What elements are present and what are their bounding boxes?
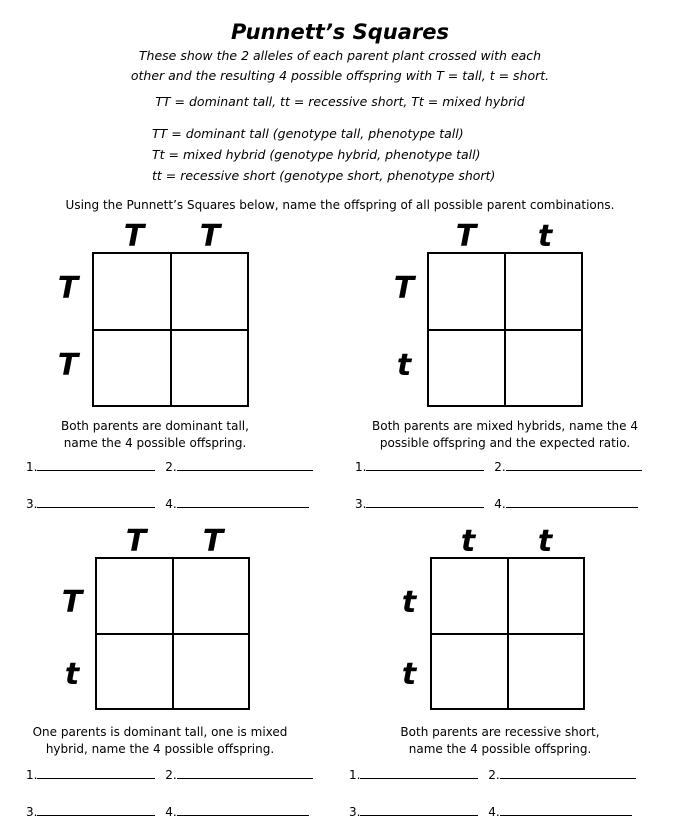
answer-blank-4[interactable] <box>500 803 632 816</box>
left-allele-2: t <box>64 657 80 692</box>
answer-blank-1[interactable] <box>37 766 155 779</box>
top-allele-2: T <box>199 219 221 254</box>
page-title: Punnett’s Squares <box>231 20 449 44</box>
answer-blank-1[interactable] <box>37 458 155 471</box>
answer-label-3: 3. <box>355 497 367 511</box>
square-grid <box>430 557 585 710</box>
caption-line-1: Both parents are dominant tall, <box>61 419 249 433</box>
left-allele-2: t <box>401 657 417 692</box>
top-allele-2: t <box>537 219 553 254</box>
answer-blank-2[interactable] <box>177 458 313 471</box>
left-allele-1: T <box>393 271 415 306</box>
square-grid <box>427 252 583 407</box>
top-allele-1: T <box>455 219 477 254</box>
answer-blank-2[interactable] <box>177 766 313 779</box>
caption-line-2: name the 4 possible offspring. <box>408 742 592 756</box>
left-allele-2: T <box>57 348 79 383</box>
definition-tt-recessive: tt = recessive short (genotype short, phenotype short) <box>152 168 496 183</box>
answer-blank-3[interactable] <box>37 495 155 508</box>
caption-line-1: Both parents are recessive short, <box>400 725 600 739</box>
definition-tt-hybrid: Tt = mixed hybrid (genotype hybrid, phenotype tall) <box>152 147 481 162</box>
answer-blank-4[interactable] <box>506 495 638 508</box>
top-allele-1: t <box>460 524 476 559</box>
answer-blank-4[interactable] <box>177 495 309 508</box>
square-grid <box>92 252 249 407</box>
answer-label-3: 3. <box>26 805 38 819</box>
answer-label-4: 4. <box>165 805 177 819</box>
left-allele-2: t <box>396 348 412 383</box>
answer-blank-1[interactable] <box>360 766 478 779</box>
answer-label-2: 2. <box>488 768 500 782</box>
answer-label-4: 4. <box>165 497 177 511</box>
caption-line-2: hybrid, name the 4 possible offspring. <box>45 742 275 756</box>
answer-blank-3[interactable] <box>37 803 155 816</box>
definition-tt-dominant: TT = dominant tall (genotype tall, phenotype tall) <box>152 126 464 141</box>
top-allele-2: t <box>537 524 553 559</box>
answer-blank-4[interactable] <box>177 803 309 816</box>
top-allele-2: T <box>202 524 224 559</box>
caption-line-2: possible offspring and the expected ratio. <box>379 436 631 450</box>
answer-label-3: 3. <box>349 805 361 819</box>
answer-blank-2[interactable] <box>500 766 636 779</box>
answer-label-2: 2. <box>494 460 506 474</box>
left-allele-1: T <box>61 585 83 620</box>
caption-line-2: name the 4 possible offspring. <box>63 436 247 450</box>
top-allele-1: T <box>123 219 145 254</box>
answer-label-4: 4. <box>494 497 506 511</box>
answer-blank-3[interactable] <box>360 803 478 816</box>
caption-line-1: Both parents are mixed hybrids, name the 4 <box>372 419 638 433</box>
top-allele-1: T <box>125 524 147 559</box>
left-allele-1: t <box>401 585 417 620</box>
answer-label-2: 2. <box>165 460 177 474</box>
square-grid <box>95 557 250 710</box>
answer-blank-1[interactable] <box>366 458 484 471</box>
answer-blank-2[interactable] <box>506 458 642 471</box>
answer-label-4: 4. <box>488 805 500 819</box>
answer-label-2: 2. <box>165 768 177 782</box>
intro-line-3: TT = dominant tall, tt = recessive short, Tt = mixed hybrid <box>155 94 525 109</box>
intro-line-1: These show the 2 alleles of each parent plant crossed with each <box>138 48 542 63</box>
left-allele-1: T <box>57 271 79 306</box>
answer-label-1: 1. <box>26 768 38 782</box>
intro-line-2: other and the resulting 4 possible offspring with T = tall, t = short. <box>130 68 550 83</box>
answer-label-1: 1. <box>355 460 367 474</box>
caption-line-1: One parents is dominant tall, one is mixed <box>32 725 288 739</box>
answer-label-1: 1. <box>349 768 361 782</box>
instructions: Using the Punnett’s Squares below, name the offspring of all possible parent combinations. <box>65 198 615 212</box>
answer-label-3: 3. <box>26 497 38 511</box>
answer-blank-3[interactable] <box>366 495 484 508</box>
answer-label-1: 1. <box>26 460 38 474</box>
